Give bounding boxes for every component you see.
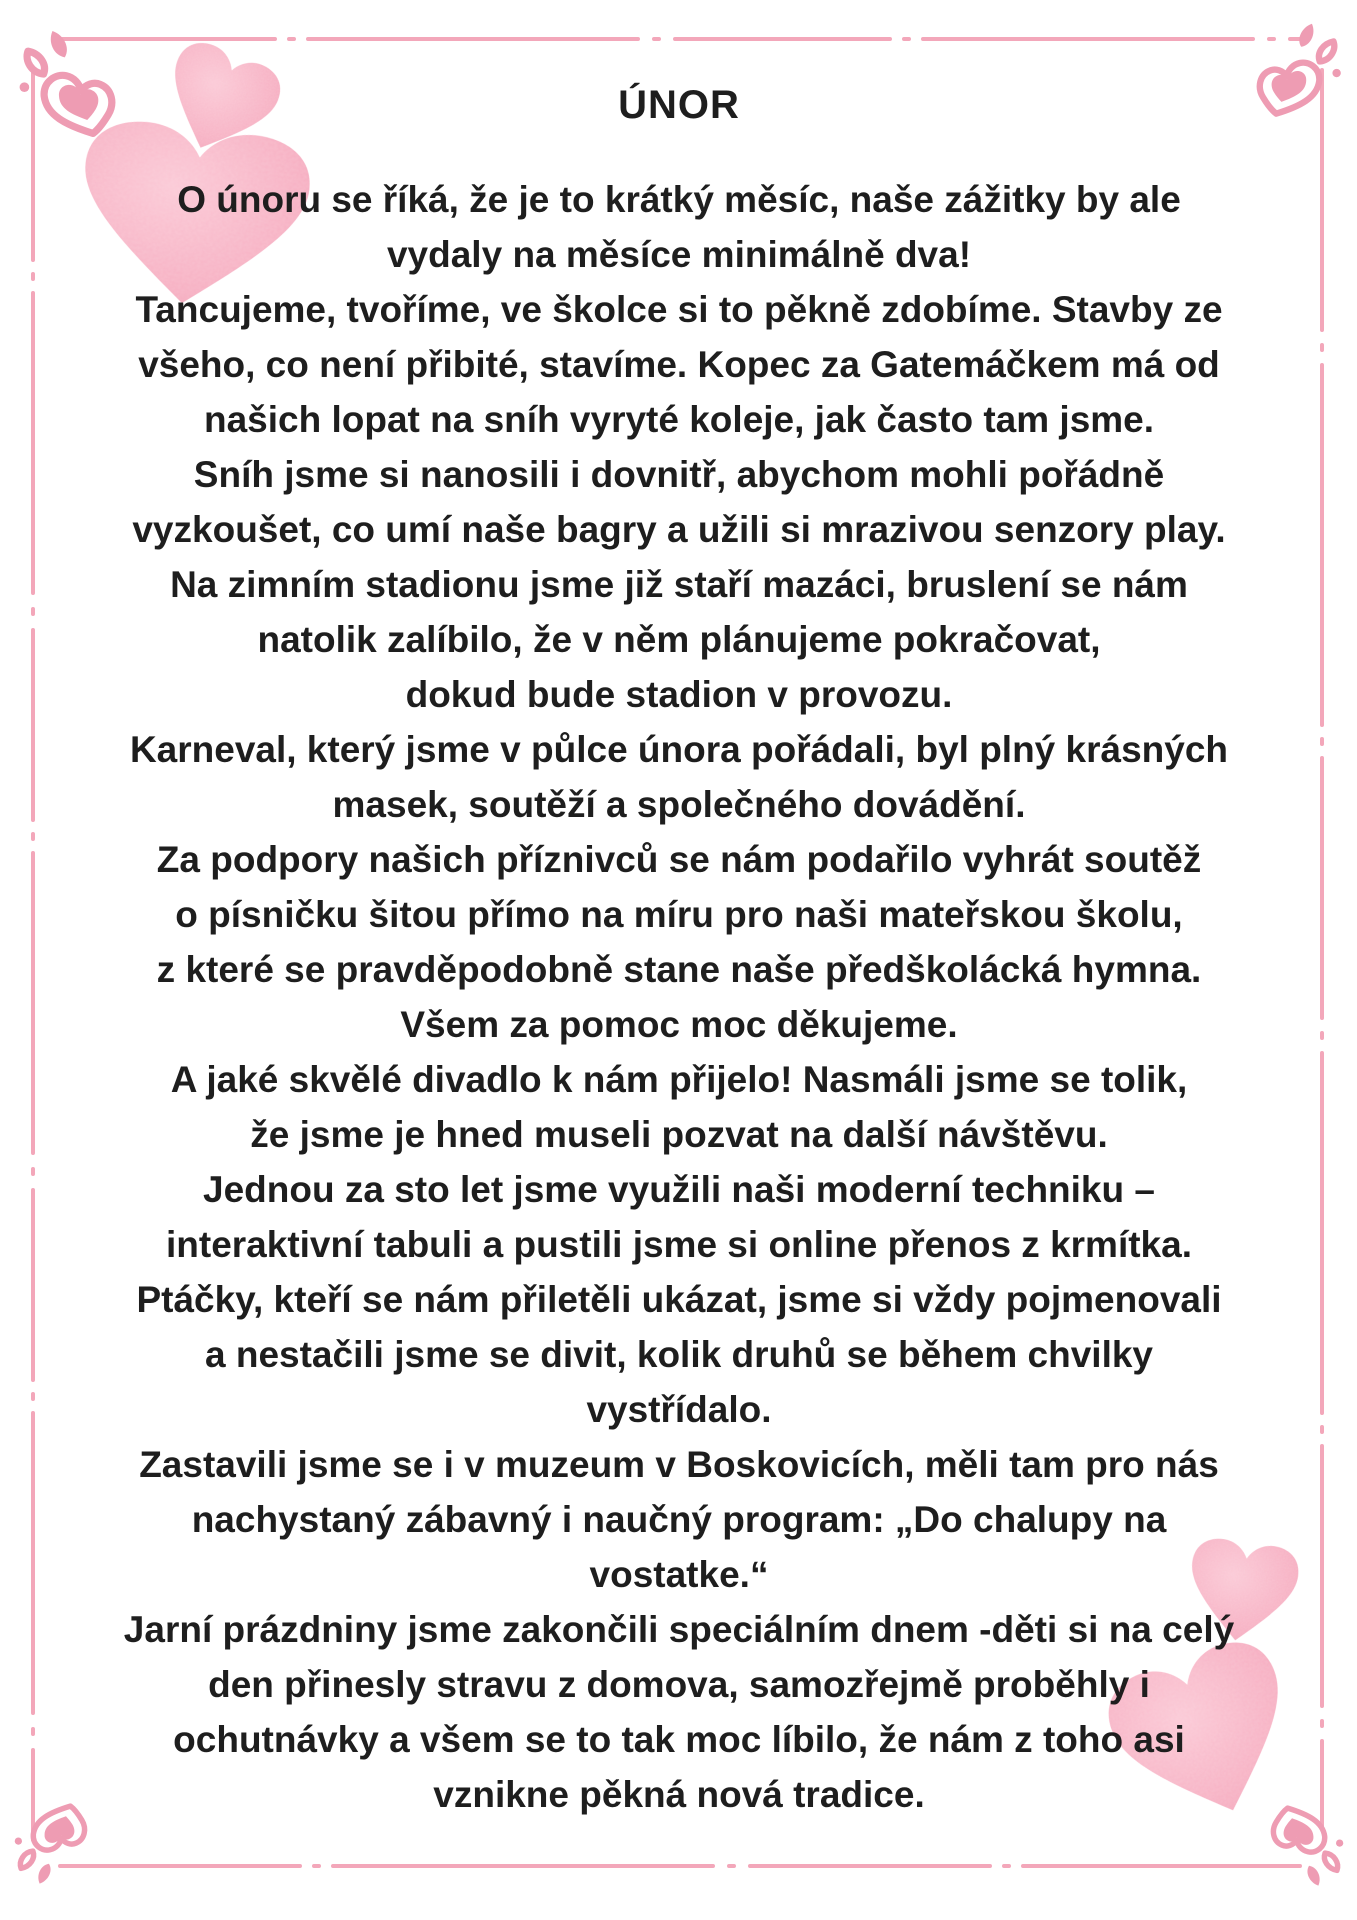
body-line: našich lopat na sníh vyryté koleje, jak často tam jsme. [203, 399, 1155, 440]
body-line: Sníh jsme si nanosili i dovnitř, abychom mohli pořádně [193, 454, 1165, 495]
body-line: A jaké skvělé divadlo k nám přijelo! Nasmáli jsme se tolik, [170, 1059, 1188, 1100]
body-line: všeho, co není přibité, stavíme. Kopec za Gatemáčkem má od [138, 344, 1220, 385]
body-line: z které se pravděpodobně stane naše předškolácká hymna. [156, 949, 1202, 990]
body-line: ochutnávky a všem se to tak moc líbilo, že nám z toho asi [173, 1719, 1185, 1760]
body-line: Zastavili jsme se i v muzeum v Boskovicích, měli tam pro nás [139, 1444, 1219, 1485]
body-line: den přinesly stravu z domova, samozřejmě proběhly i [208, 1664, 1150, 1705]
body-line: vydaly na měsíce minimálně dva! [386, 234, 972, 275]
body-line: vostatke.“ [589, 1554, 769, 1595]
body-line: Všem za pomoc moc děkujeme. [400, 1004, 958, 1045]
body-line: a nestačili jsme se divit, kolik druhů se během chvilky [205, 1334, 1153, 1375]
newsletter-body [44, 172, 1314, 1822]
page-title: ÚNOR [618, 82, 740, 127]
body-line: Za podpory našich příznivců se nám podařilo vyhrát soutěž [156, 839, 1202, 880]
body-line: vyzkoušet, co umí naše bagry a užili si mrazivou senzory play. [132, 509, 1226, 550]
body-line: Jednou za sto let jsme využili naši moderní techniku – [203, 1169, 1155, 1210]
body-line: interaktivní tabuli a pustili jsme si online přenos z krmítka. [166, 1224, 1192, 1265]
body-line: Na zimním stadionu jsme již staří mazáci, bruslení se nám [170, 564, 1188, 605]
body-line: o písničku šitou přímo na míru pro naši mateřskou školu, [175, 894, 1183, 935]
body-line: Tancujeme, tvoříme, ve školce si to pěkně zdobíme. Stavby ze [135, 289, 1223, 330]
body-line: Jarní prázdniny jsme zakončili speciálním dnem -děti si na celý [123, 1609, 1235, 1650]
body-line: vystřídalo. [586, 1389, 772, 1430]
body-line: vznikne pěkná nová tradice. [433, 1774, 925, 1815]
body-line: Karneval, který jsme v půlce února pořádali, byl plný krásných [129, 729, 1229, 770]
body-line: O únoru se říká, že je to krátký měsíc, naše zážitky by ale [177, 179, 1181, 220]
body-line: že jsme je hned museli pozvat na další návštěvu. [250, 1114, 1108, 1155]
body-line: dokud bude stadion v provozu. [405, 674, 953, 715]
body-line: masek, soutěží a společného dovádění. [332, 784, 1026, 825]
body-line: Ptáčky, kteří se nám přiletěli ukázat, jsme si vždy pojmenovali [136, 1279, 1222, 1320]
body-line: natolik zalíbilo, že v něm plánujeme pokračovat, [257, 619, 1101, 660]
body-line: nachystaný zábavný i naučný program: „Do chalupy na [191, 1499, 1167, 1540]
